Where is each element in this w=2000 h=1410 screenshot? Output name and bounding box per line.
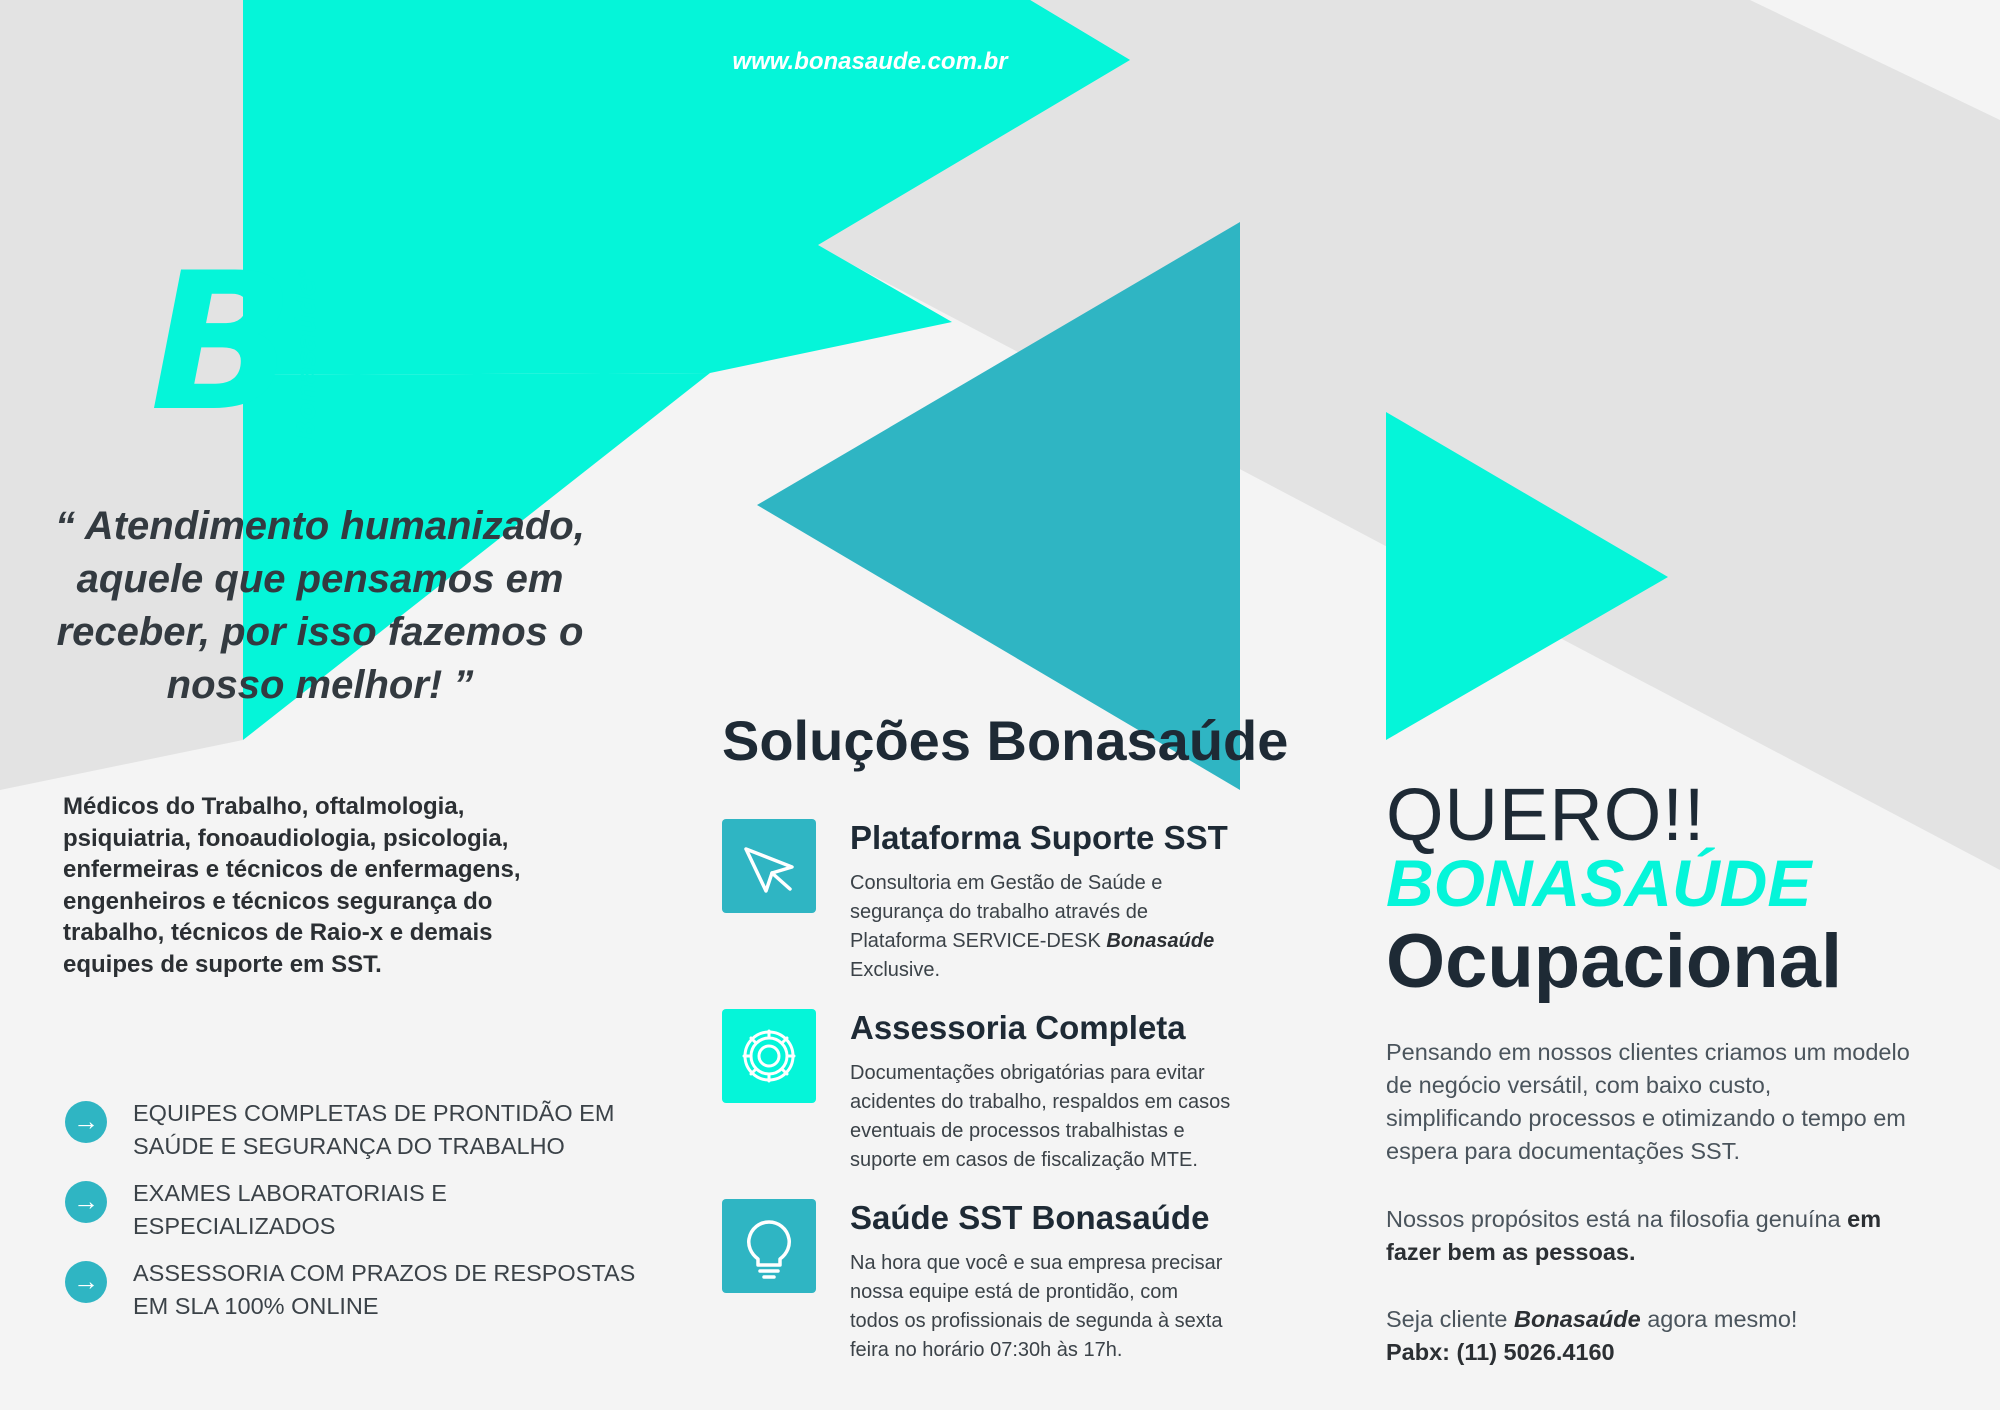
paragraph-line: [1386, 1303, 1956, 1336]
professionals-line: Médicos do Trabalho, oftalmologia,: [63, 793, 465, 820]
feature-line: SAÚDE E SEGURANÇA DO TRABALHO: [133, 1133, 565, 1159]
description-line: feira no horário 07:30h às 17h.: [850, 1339, 1123, 1361]
professionals-line: psiquiatria, fonoaudiologia, psicologia,: [63, 824, 509, 852]
description-text: Plataforma SERVICE-DESK: [850, 930, 1107, 952]
feature-item: [63, 1177, 663, 1257]
feature-text: [133, 1257, 653, 1323]
feature-line: EQUIPES COMPLETAS DE PRONTIDÃO EM: [133, 1100, 615, 1126]
cta-contact-paragraph: [1386, 1303, 1956, 1369]
professionals-line: trabalho, técnicos de Raio-x e demais: [63, 919, 493, 946]
purpose-emphasis: em: [1847, 1206, 1882, 1232]
description-line: eventuais de processos trabalhistas e: [850, 1120, 1185, 1142]
solution-description: [850, 869, 1290, 985]
purpose-text: Nossos propósitos está na filosofia genuína: [1386, 1206, 1848, 1232]
quote: [30, 500, 610, 712]
arrow-right-icon: →: [65, 1101, 107, 1143]
quote-line: receber, por isso fazemos o: [56, 610, 584, 654]
feature-line: ASSESSORIA COM PRAZOS DE RESPOSTAS: [133, 1260, 636, 1286]
feature-line: ESPECIALIZADOS: [133, 1213, 336, 1239]
quote-line: “ Atendimento humanizado,: [55, 504, 585, 548]
website-url[interactable]: www.bonasaude.com.br: [732, 48, 1008, 75]
description-line: segurança do trabalho através de: [850, 901, 1148, 923]
solution-title: Assessoria Completa: [850, 1009, 1186, 1046]
paragraph-line: [1386, 1203, 1956, 1236]
logo-letter: B: [150, 232, 295, 453]
description-line: nossa equipe está de prontidão, com: [850, 1281, 1178, 1303]
cta-heading-ocupacional: Ocupacional: [1386, 919, 1843, 1004]
solution-assessoria: [722, 1009, 1282, 1189]
paragraph-line: simplificando processos e otimizando o tempo em: [1386, 1105, 1906, 1131]
phone-number[interactable]: Pabx: (11) 5026.4160: [1386, 1339, 1615, 1365]
description-line: Exclusive.: [850, 959, 941, 981]
solutions-title: Soluções Bonasaúde: [722, 709, 1289, 772]
solution-title: Plataforma Suporte SST: [850, 819, 1228, 856]
paper-plane-icon: [722, 819, 816, 913]
registered-mark: ®: [297, 268, 309, 279]
quote-line: nosso melhor! ”: [166, 663, 474, 707]
professionals-line: equipes de suporte em SST.: [63, 950, 382, 978]
feature-text: [133, 1177, 653, 1243]
description-line: Documentações obrigatórias para evitar: [850, 1062, 1205, 1084]
arrow-right-icon: →: [65, 1261, 107, 1303]
solution-description: [850, 1059, 1290, 1175]
quote-line: aquele que pensamos em: [76, 557, 564, 601]
solution-saude-sst: [722, 1199, 1282, 1379]
solution-plataforma: [722, 819, 1282, 999]
description-line: suporte em casos de fiscalização MTE.: [850, 1149, 1198, 1171]
brand-name: Bonasaúde: [1106, 930, 1215, 952]
description-line: todos os profissionais de segunda à sexta: [850, 1310, 1223, 1332]
feature-item: [63, 1257, 663, 1337]
paragraph-line: Pensando em nossos clientes criamos um modelo: [1386, 1039, 1910, 1065]
feature-list: [63, 1097, 663, 1337]
gear-icon: [722, 1009, 816, 1103]
logo-wordmark: [292, 268, 322, 440]
client-text: agora mesmo!: [1640, 1306, 1798, 1332]
professionals-line: enfermeiras e técnicos de enfermagens,: [63, 856, 521, 883]
cta-intro-paragraph: [1386, 1036, 1956, 1168]
feature-line: EXAMES LABORATORIAIS E: [133, 1180, 447, 1206]
solution-description: [850, 1249, 1290, 1365]
professionals-line: engenheiros e técnicos segurança do: [63, 887, 493, 915]
description-line: [850, 927, 1290, 956]
arrow-right-icon: →: [65, 1181, 107, 1223]
feature-text: [133, 1097, 653, 1163]
feature-item: [63, 1097, 663, 1177]
cta-heading-quero: QUERO!!: [1386, 773, 1706, 856]
solution-title: Saúde SST Bonasaúde: [850, 1199, 1210, 1236]
logo-wordmark-text: Bonasaúde: [292, 278, 322, 440]
cta-purpose-paragraph: [1386, 1203, 1956, 1269]
cta-heading-brand: BONASAÚDE: [1386, 846, 1812, 920]
paragraph-line: espera para documentações SST.: [1386, 1138, 1741, 1164]
lightbulb-icon: [722, 1199, 816, 1293]
description-line: Na hora que você e sua empresa precisar: [850, 1252, 1223, 1274]
paragraph-line: de negócio versátil, com baixo custo,: [1386, 1072, 1772, 1098]
feature-line: EM SLA 100% ONLINE: [133, 1293, 379, 1319]
purpose-emphasis: fazer bem as pessoas.: [1386, 1239, 1636, 1265]
description-line: Consultoria em Gestão de Saúde e: [850, 872, 1163, 894]
professionals-paragraph: [63, 791, 623, 980]
description-line: acidentes do trabalho, respaldos em casos: [850, 1091, 1231, 1113]
client-text: Seja cliente: [1386, 1306, 1515, 1332]
brand-name: Bonasaúde: [1514, 1306, 1641, 1332]
